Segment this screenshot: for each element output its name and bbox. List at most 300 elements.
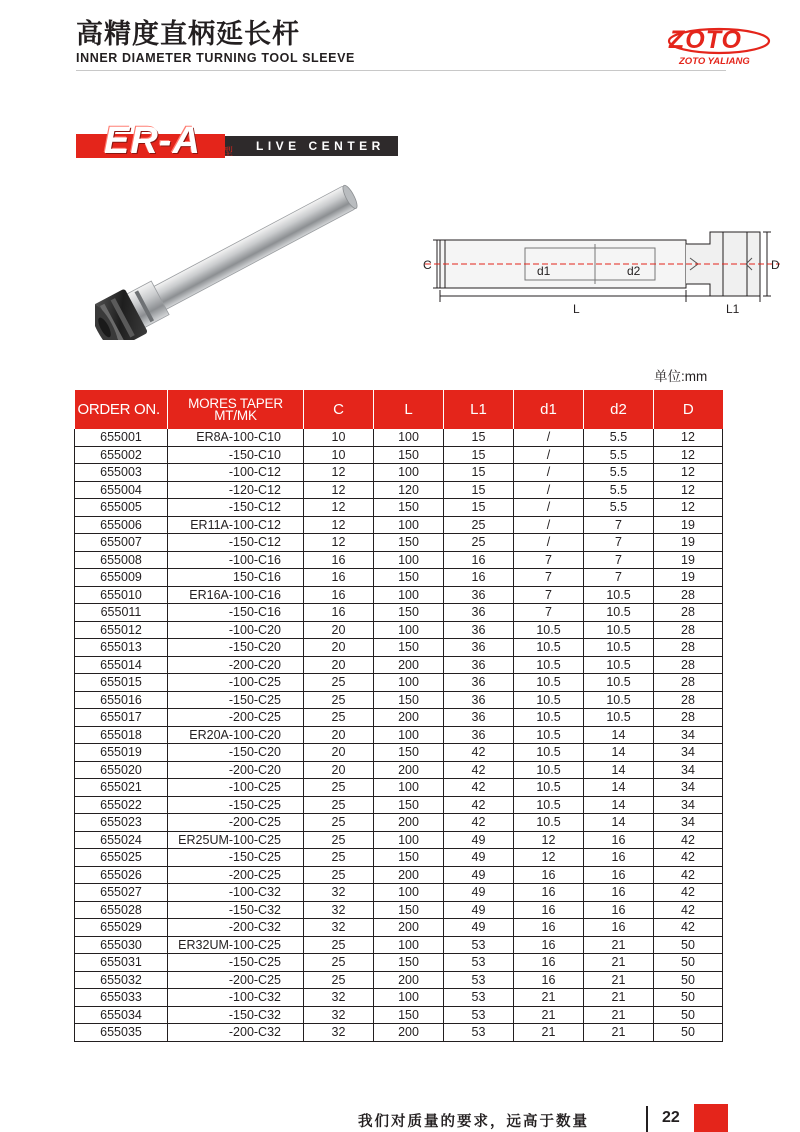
- cell-d2: 21: [584, 1006, 654, 1024]
- cell-l: 150: [374, 901, 444, 919]
- cell-d: 12: [654, 499, 723, 517]
- cell-c: 32: [304, 884, 374, 902]
- cell-l1: 36: [444, 621, 514, 639]
- cell-d1: 7: [514, 604, 584, 622]
- cell-d2: 21: [584, 954, 654, 972]
- table-row: [75, 446, 723, 464]
- cell-mores-taper: ER8A-100-C10: [168, 429, 304, 446]
- cell-c: 20: [304, 761, 374, 779]
- table-row: [75, 831, 723, 849]
- cell-l1: 42: [444, 744, 514, 762]
- cell-l1: 49: [444, 849, 514, 867]
- cell-d1: 16: [514, 936, 584, 954]
- cell-d: 28: [654, 656, 723, 674]
- cell-mores-taper: -200-C25: [168, 971, 304, 989]
- cell-l: 150: [374, 691, 444, 709]
- type-label: ER-A: [104, 120, 201, 162]
- table-row: [75, 534, 723, 552]
- cell-mores-taper: -200-C20: [168, 656, 304, 674]
- col-header-mores-line1: MORES TAPER: [188, 395, 283, 411]
- cell-l1: 42: [444, 779, 514, 797]
- cell-order-no: 655035: [75, 1024, 168, 1042]
- cell-c: 32: [304, 989, 374, 1007]
- cell-d: 12: [654, 446, 723, 464]
- technical-drawing: [405, 218, 795, 320]
- cell-d2: 10.5: [584, 639, 654, 657]
- cell-l: 150: [374, 954, 444, 972]
- col-header-l: L: [374, 390, 444, 429]
- cell-order-no: 655024: [75, 831, 168, 849]
- cell-mores-taper: -100-C32: [168, 989, 304, 1007]
- cell-d2: 7: [584, 516, 654, 534]
- cell-order-no: 655017: [75, 709, 168, 727]
- cell-l: 100: [374, 586, 444, 604]
- cell-l1: 36: [444, 639, 514, 657]
- cell-d: 42: [654, 831, 723, 849]
- col-header-d: D: [654, 390, 723, 429]
- cell-l: 150: [374, 1006, 444, 1024]
- cell-order-no: 655014: [75, 656, 168, 674]
- cell-mores-taper: -100-C16: [168, 551, 304, 569]
- cell-d: 19: [654, 551, 723, 569]
- cell-order-no: 655021: [75, 779, 168, 797]
- cell-l1: 53: [444, 971, 514, 989]
- cell-d1: 10.5: [514, 779, 584, 797]
- cell-l: 120: [374, 481, 444, 499]
- cell-mores-taper: ER20A-100-C20: [168, 726, 304, 744]
- cell-l: 100: [374, 551, 444, 569]
- table-row: [75, 499, 723, 517]
- cell-d2: 14: [584, 761, 654, 779]
- cell-d2: 5.5: [584, 429, 654, 446]
- cell-l1: 36: [444, 691, 514, 709]
- page-number: 22: [662, 1109, 680, 1126]
- cell-c: 20: [304, 744, 374, 762]
- cell-d1: /: [514, 446, 584, 464]
- cell-d: 50: [654, 989, 723, 1007]
- cell-l: 100: [374, 429, 444, 446]
- cell-d2: 16: [584, 866, 654, 884]
- table-row: [75, 726, 723, 744]
- cell-l: 150: [374, 569, 444, 587]
- cell-c: 25: [304, 796, 374, 814]
- cell-mores-taper: -150-C25: [168, 691, 304, 709]
- cell-d: 34: [654, 761, 723, 779]
- cell-mores-taper: -100-C25: [168, 779, 304, 797]
- cell-c: 25: [304, 954, 374, 972]
- cell-d: 42: [654, 901, 723, 919]
- cell-d1: 12: [514, 831, 584, 849]
- cell-l: 150: [374, 604, 444, 622]
- table-row: [75, 901, 723, 919]
- cell-d1: 16: [514, 954, 584, 972]
- cell-order-no: 655004: [75, 481, 168, 499]
- cell-d2: 10.5: [584, 656, 654, 674]
- cell-l1: 36: [444, 586, 514, 604]
- cell-d2: 10.5: [584, 709, 654, 727]
- cell-d2: 16: [584, 849, 654, 867]
- table-row: [75, 796, 723, 814]
- cell-d: 19: [654, 569, 723, 587]
- cell-l1: 53: [444, 936, 514, 954]
- cell-l: 200: [374, 814, 444, 832]
- cell-mores-taper: 150-C16: [168, 569, 304, 587]
- cell-order-no: 655003: [75, 464, 168, 482]
- cell-d2: 14: [584, 744, 654, 762]
- cell-l1: 42: [444, 761, 514, 779]
- cell-order-no: 655006: [75, 516, 168, 534]
- cell-order-no: 655016: [75, 691, 168, 709]
- cell-d2: 7: [584, 551, 654, 569]
- cell-d1: 10.5: [514, 761, 584, 779]
- table-row: [75, 866, 723, 884]
- cell-mores-taper: -200-C20: [168, 761, 304, 779]
- cell-d1: /: [514, 429, 584, 446]
- unit-label: 单位:mm: [654, 369, 708, 384]
- cell-d1: 21: [514, 1006, 584, 1024]
- logo-wordmark: ZOTO: [669, 26, 742, 54]
- cell-d1: 16: [514, 866, 584, 884]
- cell-d1: 10.5: [514, 621, 584, 639]
- cell-d2: 21: [584, 989, 654, 1007]
- cell-c: 25: [304, 936, 374, 954]
- cell-mores-taper: -200-C32: [168, 919, 304, 937]
- table-row: [75, 551, 723, 569]
- cell-mores-taper: -150-C20: [168, 639, 304, 657]
- cell-l1: 53: [444, 1024, 514, 1042]
- cell-c: 20: [304, 639, 374, 657]
- cell-order-no: 655027: [75, 884, 168, 902]
- cell-l1: 36: [444, 604, 514, 622]
- cell-order-no: 655022: [75, 796, 168, 814]
- cell-l: 150: [374, 744, 444, 762]
- cell-l1: 42: [444, 796, 514, 814]
- table-row: [75, 586, 723, 604]
- cell-l: 200: [374, 866, 444, 884]
- cell-l1: 42: [444, 814, 514, 832]
- cell-order-no: 655015: [75, 674, 168, 692]
- cell-d2: 7: [584, 569, 654, 587]
- cell-l: 100: [374, 884, 444, 902]
- cell-d2: 21: [584, 1024, 654, 1042]
- cell-d: 34: [654, 814, 723, 832]
- cell-d1: 7: [514, 569, 584, 587]
- table-row: [75, 989, 723, 1007]
- table-row: [75, 1006, 723, 1024]
- table-row: [75, 761, 723, 779]
- cell-c: 25: [304, 814, 374, 832]
- table-row: [75, 481, 723, 499]
- cell-l: 200: [374, 656, 444, 674]
- cell-l: 100: [374, 779, 444, 797]
- cell-d: 12: [654, 429, 723, 446]
- cell-c: 10: [304, 429, 374, 446]
- cell-order-no: 655010: [75, 586, 168, 604]
- page-title-cn: 高精度直柄延长杆: [76, 19, 300, 50]
- cell-d2: 16: [584, 919, 654, 937]
- cell-d: 28: [654, 709, 723, 727]
- cell-d1: 10.5: [514, 639, 584, 657]
- cell-l1: 49: [444, 866, 514, 884]
- cell-mores-taper: -200-C25: [168, 709, 304, 727]
- cell-l1: 49: [444, 831, 514, 849]
- section-badge: [76, 120, 398, 162]
- cell-l: 150: [374, 534, 444, 552]
- table-row: [75, 516, 723, 534]
- cell-d: 28: [654, 691, 723, 709]
- tool-holder-illustration: [95, 170, 375, 340]
- cell-order-no: 655011: [75, 604, 168, 622]
- cell-mores-taper: -150-C32: [168, 1006, 304, 1024]
- cell-d1: 21: [514, 989, 584, 1007]
- cell-mores-taper: -150-C25: [168, 849, 304, 867]
- cell-d1: 10.5: [514, 674, 584, 692]
- cell-d: 28: [654, 604, 723, 622]
- cell-l: 100: [374, 464, 444, 482]
- cell-d: 42: [654, 884, 723, 902]
- cell-l: 150: [374, 639, 444, 657]
- cell-mores-taper: ER11A-100-C12: [168, 516, 304, 534]
- label-d2: d2: [627, 264, 641, 278]
- cell-order-no: 655029: [75, 919, 168, 937]
- cell-c: 20: [304, 621, 374, 639]
- table-row: [75, 604, 723, 622]
- table-row: [75, 936, 723, 954]
- cell-mores-taper: -200-C25: [168, 866, 304, 884]
- cell-d1: 16: [514, 971, 584, 989]
- cell-d1: 16: [514, 919, 584, 937]
- col-header-l1: L1: [444, 390, 514, 429]
- cell-d: 28: [654, 621, 723, 639]
- table-row: [75, 621, 723, 639]
- logo-subtext: ZOTO YALIANG: [679, 56, 750, 67]
- cell-order-no: 655018: [75, 726, 168, 744]
- cell-d1: 7: [514, 551, 584, 569]
- cell-order-no: 655028: [75, 901, 168, 919]
- table-row: [75, 884, 723, 902]
- label-d: D: [771, 258, 780, 272]
- cell-d2: 10.5: [584, 604, 654, 622]
- cell-d: 42: [654, 866, 723, 884]
- table-row: [75, 971, 723, 989]
- table-row: [75, 919, 723, 937]
- cell-d1: /: [514, 534, 584, 552]
- table-row: [75, 691, 723, 709]
- cell-order-no: 655001: [75, 429, 168, 446]
- cell-c: 32: [304, 1024, 374, 1042]
- cell-l1: 16: [444, 551, 514, 569]
- spec-table: [74, 390, 723, 1042]
- cell-d: 12: [654, 481, 723, 499]
- cell-mores-taper: -150-C25: [168, 954, 304, 972]
- cell-order-no: 655005: [75, 499, 168, 517]
- cell-d: 19: [654, 534, 723, 552]
- cell-mores-taper: -150-C25: [168, 796, 304, 814]
- cell-l: 150: [374, 446, 444, 464]
- cell-c: 12: [304, 499, 374, 517]
- cell-mores-taper: -120-C12: [168, 481, 304, 499]
- cell-mores-taper: -150-C20: [168, 744, 304, 762]
- cell-l: 200: [374, 919, 444, 937]
- col-header-mores-line2: MT/MK: [214, 407, 257, 423]
- table-row: [75, 814, 723, 832]
- cell-l1: 36: [444, 656, 514, 674]
- cell-d: 12: [654, 464, 723, 482]
- cell-d2: 5.5: [584, 464, 654, 482]
- cell-order-no: 655019: [75, 744, 168, 762]
- table-row: [75, 954, 723, 972]
- cell-d: 50: [654, 1006, 723, 1024]
- cell-order-no: 655030: [75, 936, 168, 954]
- cell-l1: 16: [444, 569, 514, 587]
- cell-d: 28: [654, 674, 723, 692]
- cell-l1: 15: [444, 429, 514, 446]
- cell-order-no: 655033: [75, 989, 168, 1007]
- cell-c: 16: [304, 551, 374, 569]
- cell-l1: 36: [444, 674, 514, 692]
- cell-c: 25: [304, 691, 374, 709]
- cell-mores-taper: -150-C32: [168, 901, 304, 919]
- cell-l1: 15: [444, 499, 514, 517]
- cell-l1: 49: [444, 884, 514, 902]
- brand-logo: [655, 26, 775, 76]
- cell-mores-taper: ER25UM-100-C25: [168, 831, 304, 849]
- cell-d: 50: [654, 954, 723, 972]
- cell-order-no: 655032: [75, 971, 168, 989]
- cell-mores-taper: -150-C10: [168, 446, 304, 464]
- cell-d: 50: [654, 971, 723, 989]
- cell-d2: 16: [584, 884, 654, 902]
- cell-mores-taper: -100-C12: [168, 464, 304, 482]
- cell-c: 32: [304, 1006, 374, 1024]
- cell-d1: 12: [514, 849, 584, 867]
- cell-c: 10: [304, 446, 374, 464]
- table-body: [75, 429, 723, 1041]
- cell-d2: 5.5: [584, 499, 654, 517]
- cell-l: 150: [374, 796, 444, 814]
- cell-order-no: 655008: [75, 551, 168, 569]
- cell-d1: 10.5: [514, 726, 584, 744]
- cell-l1: 53: [444, 954, 514, 972]
- label-l1: L1: [726, 302, 740, 316]
- cell-d: 34: [654, 796, 723, 814]
- cell-d: 19: [654, 516, 723, 534]
- table-row: [75, 744, 723, 762]
- dimension-diagram: [405, 218, 795, 320]
- cell-mores-taper: -150-C12: [168, 534, 304, 552]
- cell-mores-taper: -100-C32: [168, 884, 304, 902]
- cell-d: 28: [654, 639, 723, 657]
- cell-mores-taper: -200-C32: [168, 1024, 304, 1042]
- cell-c: 12: [304, 481, 374, 499]
- cell-l1: 53: [444, 1006, 514, 1024]
- cell-c: 25: [304, 866, 374, 884]
- cell-d2: 14: [584, 779, 654, 797]
- cell-l: 100: [374, 621, 444, 639]
- cell-d1: 10.5: [514, 656, 584, 674]
- cell-c: 25: [304, 674, 374, 692]
- cell-mores-taper: ER16A-100-C16: [168, 586, 304, 604]
- cell-l1: 36: [444, 709, 514, 727]
- cell-order-no: 655023: [75, 814, 168, 832]
- cell-c: 12: [304, 534, 374, 552]
- table-row: [75, 1024, 723, 1042]
- cell-d1: 10.5: [514, 709, 584, 727]
- cell-l1: 49: [444, 919, 514, 937]
- cell-d2: 21: [584, 971, 654, 989]
- cell-mores-taper: -150-C12: [168, 499, 304, 517]
- table-header-row: [75, 390, 723, 429]
- cell-order-no: 655026: [75, 866, 168, 884]
- cell-l: 100: [374, 674, 444, 692]
- cell-mores-taper: -150-C16: [168, 604, 304, 622]
- cell-l: 100: [374, 831, 444, 849]
- cell-d1: 7: [514, 586, 584, 604]
- table-row: [75, 674, 723, 692]
- cell-d2: 16: [584, 901, 654, 919]
- footer-accent-block: [694, 1104, 728, 1132]
- footer-divider: [646, 1106, 648, 1132]
- cell-l: 150: [374, 499, 444, 517]
- cell-d2: 10.5: [584, 586, 654, 604]
- col-header-order: ORDER ON.: [75, 390, 168, 429]
- cell-c: 16: [304, 586, 374, 604]
- type-suffix: 型: [223, 147, 233, 158]
- cell-l1: 49: [444, 901, 514, 919]
- cell-d: 34: [654, 726, 723, 744]
- cell-d1: 16: [514, 901, 584, 919]
- cell-l: 200: [374, 761, 444, 779]
- label-d1: d1: [537, 264, 551, 278]
- cell-d1: 10.5: [514, 691, 584, 709]
- cell-d: 42: [654, 849, 723, 867]
- cell-l1: 53: [444, 989, 514, 1007]
- cell-c: 16: [304, 604, 374, 622]
- table-row: [75, 709, 723, 727]
- cell-order-no: 655020: [75, 761, 168, 779]
- label-c: C: [423, 258, 432, 272]
- cell-l1: 36: [444, 726, 514, 744]
- cell-d1: /: [514, 464, 584, 482]
- table-row: [75, 464, 723, 482]
- cell-d: 34: [654, 779, 723, 797]
- cell-d: 50: [654, 936, 723, 954]
- cell-order-no: 655025: [75, 849, 168, 867]
- cell-order-no: 655007: [75, 534, 168, 552]
- table-row: [75, 656, 723, 674]
- cell-d2: 10.5: [584, 674, 654, 692]
- cell-order-no: 655012: [75, 621, 168, 639]
- cell-d1: 21: [514, 1024, 584, 1042]
- cell-c: 20: [304, 726, 374, 744]
- cell-c: 12: [304, 464, 374, 482]
- cell-c: 32: [304, 919, 374, 937]
- cell-l: 100: [374, 936, 444, 954]
- table-row: [75, 569, 723, 587]
- cell-order-no: 655031: [75, 954, 168, 972]
- cell-d2: 14: [584, 796, 654, 814]
- cell-c: 12: [304, 516, 374, 534]
- cell-l: 200: [374, 971, 444, 989]
- table-row: [75, 779, 723, 797]
- cell-l1: 15: [444, 481, 514, 499]
- col-header-c: C: [304, 390, 374, 429]
- cell-c: 25: [304, 831, 374, 849]
- cell-l: 200: [374, 1024, 444, 1042]
- cell-l: 100: [374, 989, 444, 1007]
- cell-d: 42: [654, 919, 723, 937]
- section-subtitle: LIVE CENTER: [256, 139, 385, 153]
